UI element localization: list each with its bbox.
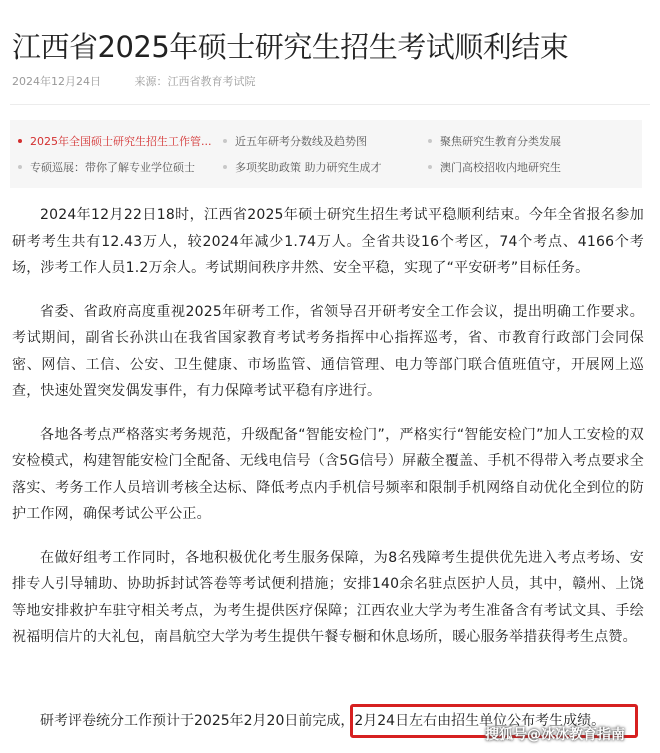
article-paragraph: 各地各考点严格落实考务规范，升级配备“智能安检门”，严格实行“智能安检门”加人工安检的双安检模式，构建智能安检门全配备、无线电信号（含5G信号）屏蔽全覆盖、手机不得带入考点要求全落实、考务工作人员培训考核全达标、降低考点内手机信号频率和限制手机网络自动优化全到位的防护工作网，确保考试公平公正。: [12, 426, 644, 522]
bullet-dot-icon: [223, 139, 227, 143]
related-link-label: 专硕巡展：带你了解专业学位硕士: [30, 161, 195, 174]
title-divider: [10, 104, 650, 105]
related-link-graduate-development[interactable]: [428, 133, 638, 149]
article-body: [12, 202, 644, 668]
bullet-dot-icon: [223, 165, 227, 169]
article-paragraph-last: 研考评卷统分工作预计于2025年2月20日前完成，2月24日左右由招生单位公布考生成绩。: [40, 713, 606, 729]
related-links-panel: [10, 120, 642, 188]
article-meta: [12, 73, 256, 89]
article-paragraph: 在做好组考工作同时，各地积极优化考生服务保障，为8名残障考生提供优先进入考点考场、安排专人引导辅助、协助拆封试答卷等考试便利措施；安排140余名驻点医护人员，其中，赣州、上饶等地安排救护车驻守相关考点，为考生提供医疗保障；江西农业大学为考生准备含有考试文具、手绘祝福明信片的大礼包，南昌航空大学为考生提供午餐专橱和休息场所，暖心服务举措获得考生点赞。: [12, 549, 644, 645]
article-title: 江西省2025年硕士研究生招生考试顺利结束: [12, 30, 569, 65]
related-link-admission-policy[interactable]: [18, 133, 223, 149]
related-link-label: 近五年研考分数线及趋势图: [235, 135, 367, 148]
article-source: 来源：江西省教育考试院: [134, 75, 256, 88]
related-link-macau-universities[interactable]: [428, 159, 638, 175]
bullet-dot-icon: [18, 139, 22, 143]
related-link-label: 聚焦研究生教育分类发展: [440, 135, 561, 148]
article-paragraph: 2024年12月22日18时，江西省2025年硕士研究生招生考试平稳顺利结束。今年全省报名参加研考考生共有12.43万人，较2024年减少1.74万人。全省共设16个考区，74个考点、4166个考场，涉考工作人员1.2万余人。考试期间秩序井然、安全平稳，实现了“平安研考”目标任务。: [12, 207, 644, 276]
article-paragraph: 省委、省政府高度重视2025年研考工作，省领导召开研考安全工作会议，提出明确工作要求。考试期间，副省长孙洪山在我省国家教育考试考务指挥中心指挥巡考，省、市教育行政部门会同保密、网信、工信、公安、卫生健康、市场监管、通信管理、电力等部门联合值班值守，开展网上巡查，快速处置突发偶发事件，有力保障考试平稳有序进行。: [12, 303, 644, 399]
bullet-dot-icon: [18, 165, 22, 169]
related-link-professional-master[interactable]: [18, 159, 223, 175]
bullet-dot-icon: [428, 139, 432, 143]
watermark: 搜狐号@冰冰教育指南: [485, 727, 625, 743]
related-link-label: 澳门高校招收内地研究生: [440, 161, 561, 174]
related-row-2: [18, 154, 642, 180]
publish-date: 2024年12月24日: [12, 75, 101, 88]
related-link-score-trend[interactable]: [223, 133, 428, 149]
related-row-1: [18, 128, 642, 154]
related-link-scholarship[interactable]: [223, 159, 428, 175]
related-link-label: 多项奖助政策 助力研究生成才: [235, 161, 382, 174]
bullet-dot-icon: [428, 165, 432, 169]
related-link-label: 2025年全国硕士研究生招生工作管...: [30, 135, 212, 148]
